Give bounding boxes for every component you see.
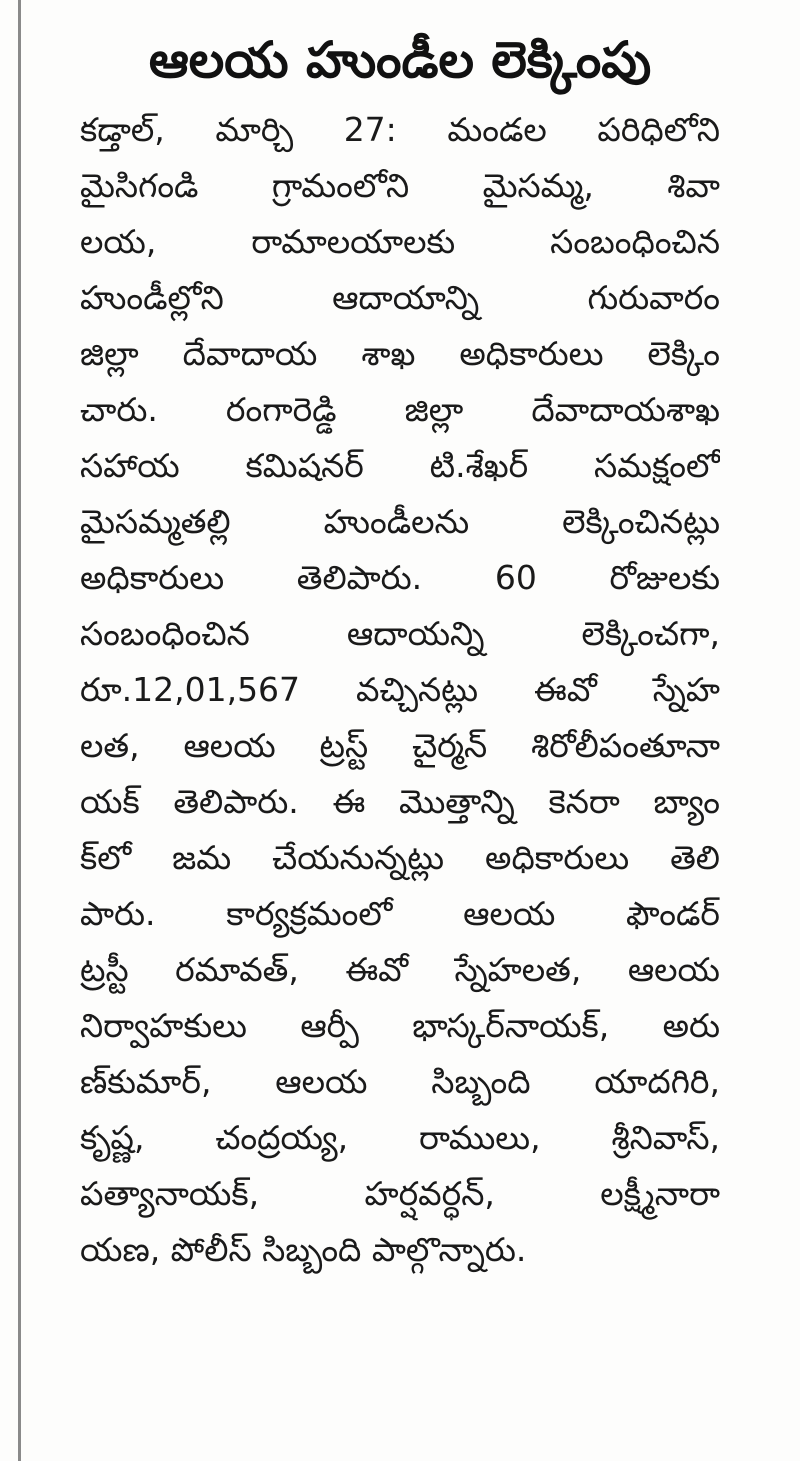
article-line: రూ.12,01,567 వచ్చినట్లు ఈవో స్నేహ — [80, 670, 720, 709]
article-line: యణ, పోలీస్ సిబ్బంది పాల్గొన్నారు. — [80, 1230, 527, 1269]
article-line: ణ్‌కుమార్, ఆలయ సిబ్బంది యాదగిరి, — [80, 1062, 720, 1101]
article-line: సహాయ కమిషనర్ టి.శేఖర్ సమక్షంలో — [80, 446, 720, 485]
article-line: అధికారులు తెలిపారు. 60 రోజులకు — [80, 558, 720, 597]
article-line: సంబంధించిన ఆదాయన్ని లెక్కించగా, — [80, 614, 720, 653]
column-divider — [18, 0, 21, 1461]
article-line: చారు. రంగారెడ్డి జిల్లా దేవాదాయశాఖ — [80, 390, 720, 429]
article-line: పారు. కార్యక్రమంలో ఆలయ ఫౌండర్ — [80, 894, 720, 933]
article-line: హుండీల్లోని ఆదాయాన్ని గురువారం — [80, 278, 720, 317]
article-line: యక్ తెలిపారు. ఈ మొత్తాన్ని కెనరా బ్యాం — [80, 782, 720, 821]
article-line: నిర్వాహకులు ఆర్పీ భాస్కర్‌నాయక్, అరు — [80, 1006, 720, 1045]
article-line: క్‌లో జమ చేయనున్నట్లు అధికారులు తెలి — [80, 838, 720, 877]
article-line: జిల్లా దేవాదాయ శాఖ అధికారులు లెక్కిం — [80, 334, 720, 373]
article-line: మైసిగండి గ్రామంలోని మైసమ్మ, శివా — [80, 166, 720, 205]
article-line: లయ, రామాలయాలకు సంబంధించిన — [80, 222, 720, 261]
article-body — [80, 102, 720, 1278]
article-line: ట్రస్టీ రమావత్, ఈవో స్నేహలత, ఆలయ — [80, 950, 720, 989]
headline: ఆలయ హుండీల లెక్కింపు — [148, 31, 652, 89]
article-line: మైసమ్మతల్లి హుండీలను లెక్కించినట్లు — [80, 502, 720, 541]
article-line: లత, ఆలయ ట్రస్ట్ చైర్మన్ శిరోలీపంతూనా — [80, 726, 720, 765]
article-line: కృష్ణ, చంద్రయ్య, రాములు, శ్రీనివాస్, — [80, 1118, 720, 1157]
article-line: కడ్తాల్, మార్చి 27: మండల పరిధిలోని — [80, 110, 720, 149]
article-line: పత్యానాయక్, హర్షవర్ధన్, లక్ష్మీనారా — [80, 1174, 720, 1213]
